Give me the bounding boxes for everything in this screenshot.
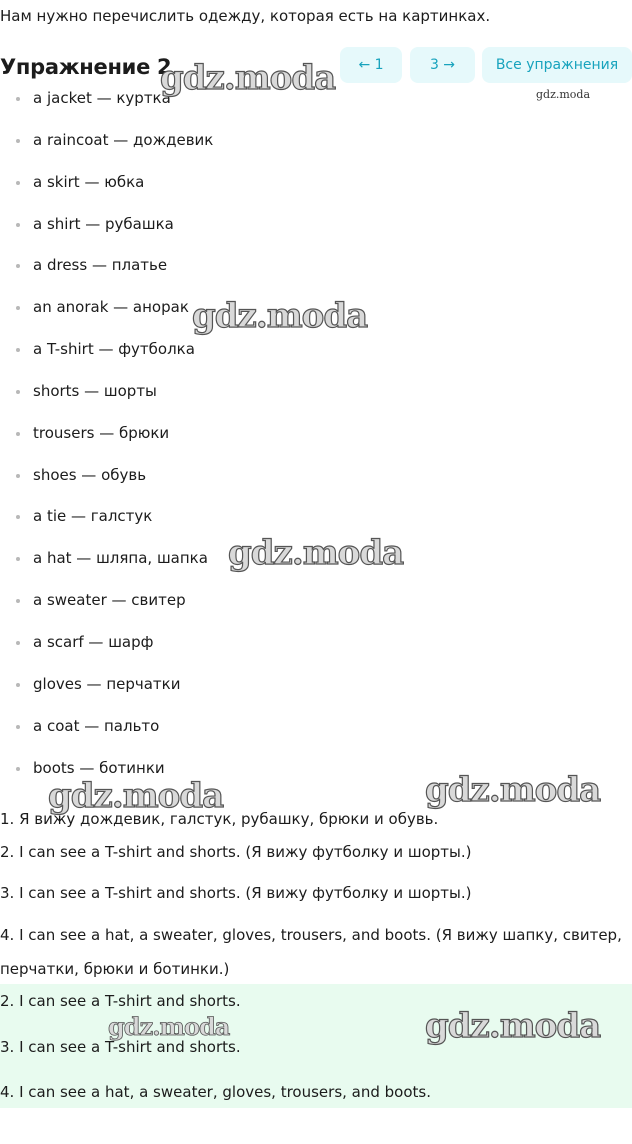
list-item: a shirt — рубашка: [0, 204, 632, 246]
vocabulary-list: [0, 78, 632, 789]
watermark-logo: gdz.moda: [192, 296, 368, 336]
bullet-icon: [16, 348, 20, 352]
answer-2: 2. I can see a T-shirt and shorts. (Я вижу футболку и шорты.): [0, 843, 472, 861]
watermark-logo: gdz.moda: [108, 1012, 230, 1041]
watermark-logo: gdz.moda: [536, 88, 591, 101]
bullet-icon: [16, 767, 20, 771]
intro-text: Нам нужно перечислить одежду, которая есть на картинках.: [0, 7, 491, 25]
watermark-logo: gdz.moda: [425, 1006, 601, 1046]
highlighted-answer-4: 4. I can see a hat, a sweater, gloves, trousers, and boots.: [0, 1083, 431, 1101]
list-item: a scarf — шарф: [0, 622, 632, 664]
highlighted-answer-3: 3. I can see a T-shirt and shorts.: [0, 1038, 241, 1056]
bullet-icon: [16, 97, 20, 101]
prev-exercise-button[interactable]: ← 1: [340, 47, 402, 83]
watermark-logo: gdz.moda: [48, 776, 224, 816]
bullet-icon: [16, 264, 20, 268]
watermark-logo: gdz.moda: [228, 533, 404, 573]
list-item: shoes — обувь: [0, 455, 632, 497]
bullet-icon: [16, 683, 20, 687]
bullet-icon: [16, 474, 20, 478]
watermark-logo: gdz.moda: [160, 58, 336, 98]
next-exercise-button[interactable]: 3 →: [410, 47, 475, 83]
list-item: a jacket — куртка: [0, 78, 632, 120]
bullet-icon: [16, 599, 20, 603]
watermark-logo: gdz.moda: [425, 770, 601, 810]
bullet-icon: [16, 557, 20, 561]
list-item: gloves — перчатки: [0, 664, 632, 706]
answer-4: 4. I can see a hat, a sweater, gloves, trousers, and boots. (Я вижу шапку, свитер, перчатки, брюки и ботинки.): [0, 926, 622, 978]
bullet-icon: [16, 432, 20, 436]
list-item: a skirt — юбка: [0, 162, 632, 204]
list-item: shorts — шорты: [0, 371, 632, 413]
exercise-heading: Упражнение 2: [0, 55, 172, 79]
list-item: a dress — платье: [0, 245, 632, 287]
list-item: a raincoat — дождевик: [0, 120, 632, 162]
list-item: a T-shirt — футболка: [0, 329, 632, 371]
bullet-icon: [16, 725, 20, 729]
answer-1: 1. Я вижу дождевик, галстук, рубашку, брюки и обувь.: [0, 810, 439, 828]
bullet-icon: [16, 223, 20, 227]
list-item: an anorak — анорак: [0, 287, 632, 329]
list-item: a sweater — свитер: [0, 580, 632, 622]
list-item: a tie — галстук: [0, 496, 632, 538]
list-item: boots — ботинки: [0, 748, 632, 790]
bullet-icon: [16, 390, 20, 394]
all-exercises-button[interactable]: Все упражнения: [482, 47, 632, 83]
list-item: a coat — пальто: [0, 706, 632, 748]
bullet-icon: [16, 306, 20, 310]
highlighted-answer-2: 2. I can see a T-shirt and shorts.: [0, 992, 241, 1010]
answer-3: 3. I can see a T-shirt and shorts. (Я вижу футболку и шорты.): [0, 884, 472, 902]
bullet-icon: [16, 181, 20, 185]
list-item: a hat — шляпа, шапка: [0, 538, 632, 580]
list-item: trousers — брюки: [0, 413, 632, 455]
bullet-icon: [16, 641, 20, 645]
highlighted-answers: [0, 984, 632, 1108]
bullet-icon: [16, 515, 20, 519]
bullet-icon: [16, 139, 20, 143]
